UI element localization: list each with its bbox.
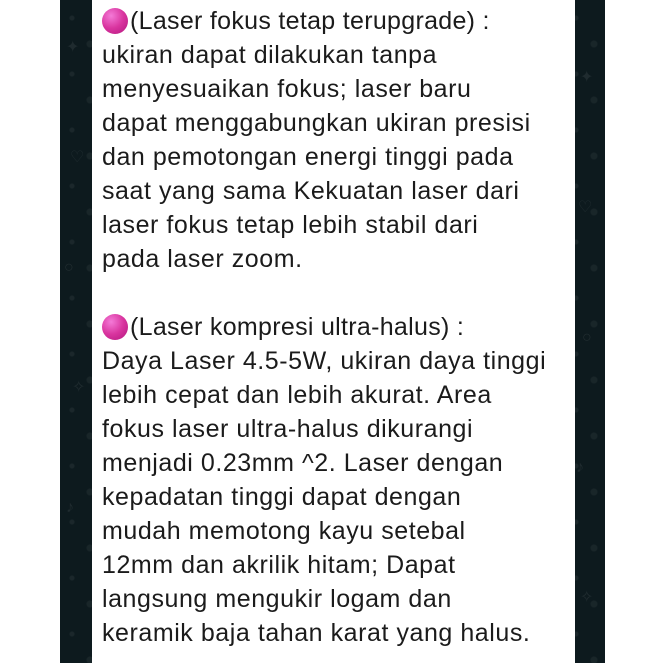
doodle-star-icon: ✦	[66, 39, 80, 56]
doodle-heart-icon: ♡	[70, 149, 85, 166]
doodle-star-icon: ✧	[72, 379, 86, 396]
doodle-heart-icon: ♡	[578, 199, 593, 216]
doodle-star-icon: ✧	[580, 589, 594, 606]
doodle-star-icon: ✦	[580, 69, 594, 86]
pink-circle-icon	[102, 314, 128, 340]
paragraph-gap	[102, 276, 565, 310]
section-body: ukiran dapat dilakukan tanpa menyesuaikan fokus; laser baru dapat menggabungkan ukiran presisi dan pemotongan energi tinggi pada saat yang sama Kekuatan laser dari laser fokus tetap lebih stabil dari pada laser zoom.	[102, 41, 531, 273]
message-bubble[interactable]	[92, 0, 575, 663]
doodle-music-icon: ♪	[66, 499, 74, 516]
doodle-music-icon: ♪	[576, 459, 584, 476]
pink-circle-icon	[102, 8, 128, 34]
section-heading-text: (Laser fokus tetap terupgrade) :	[130, 7, 490, 35]
doodle-circle-icon: ○	[582, 329, 592, 346]
doodle-circle-icon: ○	[64, 259, 74, 276]
section-heading-text: (Laser kompresi ultra-halus) :	[130, 313, 465, 341]
section-heading	[102, 4, 565, 38]
section-body: Daya Laser 4.5-5W, ukiran daya tinggi lebih cepat dan lebih akurat. Area fokus laser ultra-halus dikurangi menjadi 0.23mm ^2. Laser dengan kepadatan tinggi dapat dengan mudah memotong kayu setebal 12mm dan akrilik hitam; Dapat langsung mengukir logam dan keramik baja tahan karat yang halus.	[102, 347, 547, 647]
section-heading	[102, 310, 565, 344]
